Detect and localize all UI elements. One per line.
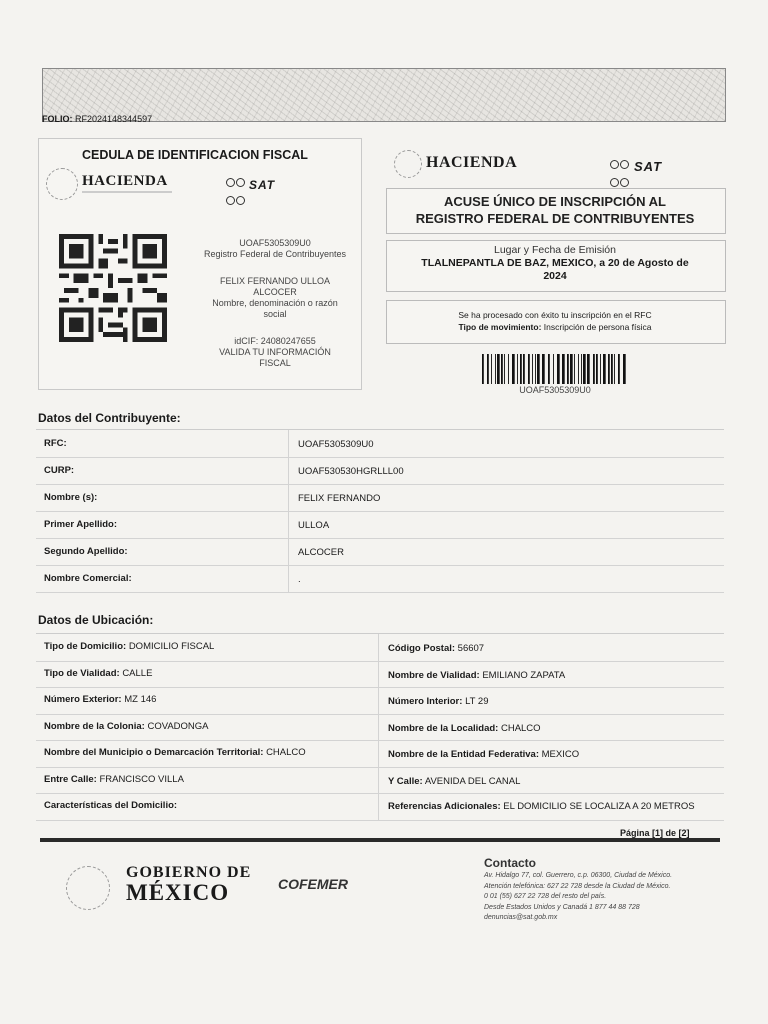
barcode-bar: [532, 354, 533, 384]
cedula-idcif-block: [190, 336, 360, 369]
barcode-bar: [553, 354, 554, 384]
cedula-name-label-line2: social: [263, 309, 287, 319]
column-divider: [378, 661, 379, 688]
barcode-bar: [482, 354, 484, 384]
row-label: Primer Apellido:: [44, 519, 118, 530]
acuse-message: [386, 309, 724, 333]
row-value: UOAF530530HGRLLL00: [298, 466, 404, 477]
barcode-bar: [491, 354, 492, 384]
sat-logo: SAT: [249, 178, 276, 192]
left-cell: [44, 694, 156, 705]
ubicacion-header: [36, 607, 724, 634]
page-indicator: Página [1] de [2]: [620, 828, 690, 838]
cedula-name-label-line1: Nombre, denominación o razón: [212, 298, 338, 308]
acuse-title: [386, 193, 724, 227]
lugar-line2: 2024: [543, 270, 567, 282]
acuse-sat-logo: SAT: [634, 159, 663, 174]
column-divider: [378, 767, 379, 794]
cell-label: Tipo de Vialidad:: [44, 667, 120, 679]
table-row: [36, 634, 724, 662]
table-row: [36, 484, 724, 512]
barcode-bar: [593, 354, 595, 384]
row-label: Segundo Apellido:: [44, 546, 128, 557]
right-cell: [388, 776, 520, 787]
ubicacion-table: [36, 634, 724, 824]
contacto-title: Contacto: [484, 856, 536, 870]
eagle-seal-icon: [46, 168, 78, 200]
barcode-bar: [517, 354, 518, 384]
column-divider: [378, 634, 379, 661]
barcode-bar: [487, 354, 489, 384]
table-row: [36, 565, 724, 593]
left-cell: [44, 774, 184, 785]
mexico-shield-icon: [66, 866, 110, 910]
sat-circles-icon: [610, 156, 630, 192]
cell-label: Nombre del Municipio o Demarcación Territorial:: [44, 747, 264, 758]
left-cell: [44, 747, 306, 758]
cell-label: Entre Calle:: [44, 773, 97, 785]
cell-value: FRANCISCO VILLA: [99, 773, 184, 785]
barcode-bar: [501, 354, 503, 384]
lugar-line1: TLALNEPANTLA DE BAZ, MEXICO, a 20 de Agosto de: [421, 257, 689, 269]
cell-label: Número Interior:: [388, 696, 463, 707]
contribuyente-title: Datos del Contribuyente:: [38, 411, 181, 425]
contacto-lines: [484, 871, 724, 924]
barcode-bar: [600, 354, 601, 384]
cell-value: CHALCO: [500, 722, 541, 734]
column-divider: [378, 714, 379, 741]
row-label: RFC:: [44, 438, 67, 449]
barcode-bar: [623, 354, 626, 384]
row-value: FELIX FERNANDO: [298, 493, 381, 504]
cedula-valida-line1: VALIDA TU INFORMACIÓN: [219, 347, 331, 357]
table-row: [36, 511, 724, 539]
barcode-text: UOAF5305309U0: [519, 385, 591, 395]
table-row: [36, 714, 724, 742]
cell-label: Nombre de la Localidad:: [388, 722, 499, 734]
hacienda-logo: HACIENDA: [82, 173, 168, 189]
column-divider: [288, 457, 289, 484]
cedula-valida-line2: FISCAL: [259, 358, 291, 368]
barcode-bar: [512, 354, 515, 384]
left-cell: [44, 641, 214, 652]
barcode-bar: [528, 354, 530, 384]
contacto-line: 0 01 (55) 627 22 728 del resto del país.: [484, 893, 607, 900]
table-row: [36, 793, 724, 821]
barcode-bar: [574, 354, 575, 384]
column-divider: [378, 687, 379, 714]
contribuyente-header: [36, 403, 724, 430]
barcode-bar: [611, 354, 613, 384]
barcode-bar: [618, 354, 620, 384]
cell-label: Nombre de la Entidad Federativa:: [388, 749, 539, 760]
sat-circles-icon: [226, 174, 246, 210]
column-divider: [288, 430, 289, 457]
contacto-line: Atención telefónica: 627 22 728 desde la Ciudad de México.: [484, 882, 671, 890]
barcode-bar: [537, 354, 540, 384]
barcode-bar: [504, 354, 505, 384]
cell-value: CALLE: [122, 667, 153, 679]
cell-value: CHALCO: [266, 747, 306, 758]
barcode-bar: [603, 354, 606, 384]
ubicacion-title: Datos de Ubicación:: [38, 613, 154, 627]
row-value: ULLOA: [298, 520, 330, 531]
column-divider: [288, 538, 289, 565]
barcode-bar: [495, 354, 496, 384]
cedula-rfc-block: [190, 238, 360, 260]
table-row: [36, 538, 724, 566]
barcode-bar: [535, 354, 536, 384]
left-cell: [44, 721, 209, 732]
table-row: [36, 457, 724, 485]
eagle-seal-icon: [394, 150, 422, 178]
barcode-bar: [508, 354, 509, 384]
gobierno-line1: GOBIERNO DE: [126, 864, 252, 881]
barcode-bar: [614, 354, 615, 384]
cell-value: DOMICILIO FISCAL: [128, 641, 215, 652]
acuse-title-line2: REGISTRO FEDERAL DE CONTRIBUYENTES: [415, 211, 695, 226]
table-row: [36, 767, 724, 795]
cell-value: EL DOMICILIO SE LOCALIZA A 20 METROS: [503, 801, 695, 812]
folio-line: [42, 114, 152, 124]
right-cell: [388, 643, 484, 654]
barcode-bar: [608, 354, 610, 384]
msg-line1: Se ha procesado con éxito tu inscripción en el RFC: [458, 310, 652, 320]
column-divider: [288, 511, 289, 538]
movimiento-value: Inscripción de persona física: [543, 322, 652, 332]
contacto-line: Desde Estados Unidos y Canadá 1 877 44 88 728: [484, 903, 640, 911]
cell-label: Características del Domicilio:: [44, 800, 178, 811]
right-cell: [388, 801, 695, 812]
table-row: [36, 430, 724, 458]
barcode-bar: [548, 354, 550, 384]
cell-value: COVADONGA: [147, 720, 209, 732]
barcode-bar: [596, 354, 598, 384]
acuse-title-line1: ACUSE ÚNICO DE INSCRIPCIÓN AL: [444, 194, 666, 209]
barcode-bar: [570, 354, 573, 384]
table-row: [36, 661, 724, 689]
movimiento-label: Tipo de movimiento:: [458, 322, 542, 332]
hacienda-subtitle-line: [82, 191, 172, 193]
cell-value: MEXICO: [541, 749, 580, 760]
cedula-name-block: [190, 276, 360, 320]
contribuyente-table: [36, 430, 724, 592]
footer-divider: [40, 838, 720, 842]
cell-value: LT 29: [465, 696, 489, 707]
contacto-email: denuncias@sat.gob.mx: [484, 914, 558, 921]
table-row: [36, 687, 724, 715]
barcode: [480, 354, 630, 384]
right-cell: [388, 670, 565, 681]
cell-label: Tipo de Domicilio:: [44, 641, 127, 652]
row-value: UOAF5305309U0: [298, 439, 374, 450]
column-divider: [378, 793, 379, 820]
cell-label: Nombre de la Colonia:: [44, 720, 145, 732]
cell-value: EMILIANO ZAPATA: [482, 669, 566, 681]
qr-code: [58, 234, 168, 342]
row-label: Nombre Comercial:: [44, 573, 132, 584]
column-divider: [288, 484, 289, 511]
left-cell: [44, 668, 152, 679]
folio-label: FOLIO:: [42, 114, 73, 124]
barcode-bar: [583, 354, 586, 384]
right-cell: [388, 749, 579, 760]
barcode-bar: [587, 354, 590, 384]
cedula-rfc: UOAF5305309U0: [239, 238, 311, 248]
acuse-hacienda-logo: HACIENDA: [426, 154, 518, 171]
barcode-bar: [497, 354, 500, 384]
cell-label: Nombre de Vialidad:: [388, 669, 480, 681]
cell-label: Código Postal:: [388, 643, 456, 654]
barcode-bar: [562, 354, 565, 384]
table-row: [36, 740, 724, 768]
barcode-bar: [578, 354, 579, 384]
cedula-title: CEDULA DE IDENTIFICACION FISCAL: [82, 148, 308, 162]
cell-value: 56607: [457, 643, 485, 654]
cedula-rfc-label: Registro Federal de Contribuyentes: [203, 249, 347, 259]
barcode-bar: [557, 354, 560, 384]
column-divider: [378, 740, 379, 767]
barcode-bar: [523, 354, 525, 384]
right-cell: [388, 696, 489, 707]
cedula-name-line2: ALCOCER: [253, 287, 297, 297]
row-value: ALCOCER: [298, 547, 344, 558]
lugar-label: Lugar y Fecha de Emisión: [494, 244, 616, 256]
row-label: Nombre (s):: [44, 492, 98, 503]
cell-value: MZ 146: [124, 694, 157, 705]
cell-label: Número Exterior:: [44, 694, 122, 705]
cedula-idcif: idCIF: 24080247655: [234, 336, 316, 346]
barcode-bar: [542, 354, 545, 384]
gobierno-line2: MÉXICO: [126, 880, 230, 905]
acuse-date: [386, 244, 724, 283]
contacto-line: Av. Hidalgo 77, col. Guerrero, c.p. 06300, Ciudad de México.: [484, 872, 673, 879]
left-cell: [44, 800, 177, 811]
row-label: CURP:: [44, 465, 75, 476]
cell-label: Referencias Adicionales:: [388, 801, 501, 812]
column-divider: [288, 565, 289, 592]
cofemer-logo: COFEMER: [278, 876, 348, 892]
cell-label: Y Calle:: [388, 775, 423, 787]
folio-value: RF2024148344597: [75, 114, 153, 124]
right-cell: [388, 723, 541, 734]
barcode-bar: [520, 354, 522, 384]
cell-value: AVENIDA DEL CANAL: [424, 775, 521, 787]
barcode-bar: [581, 354, 582, 384]
row-value: .: [298, 574, 301, 585]
barcode-bar: [567, 354, 569, 384]
cedula-name-line1: FELIX FERNANDO ULLOA: [219, 276, 331, 286]
